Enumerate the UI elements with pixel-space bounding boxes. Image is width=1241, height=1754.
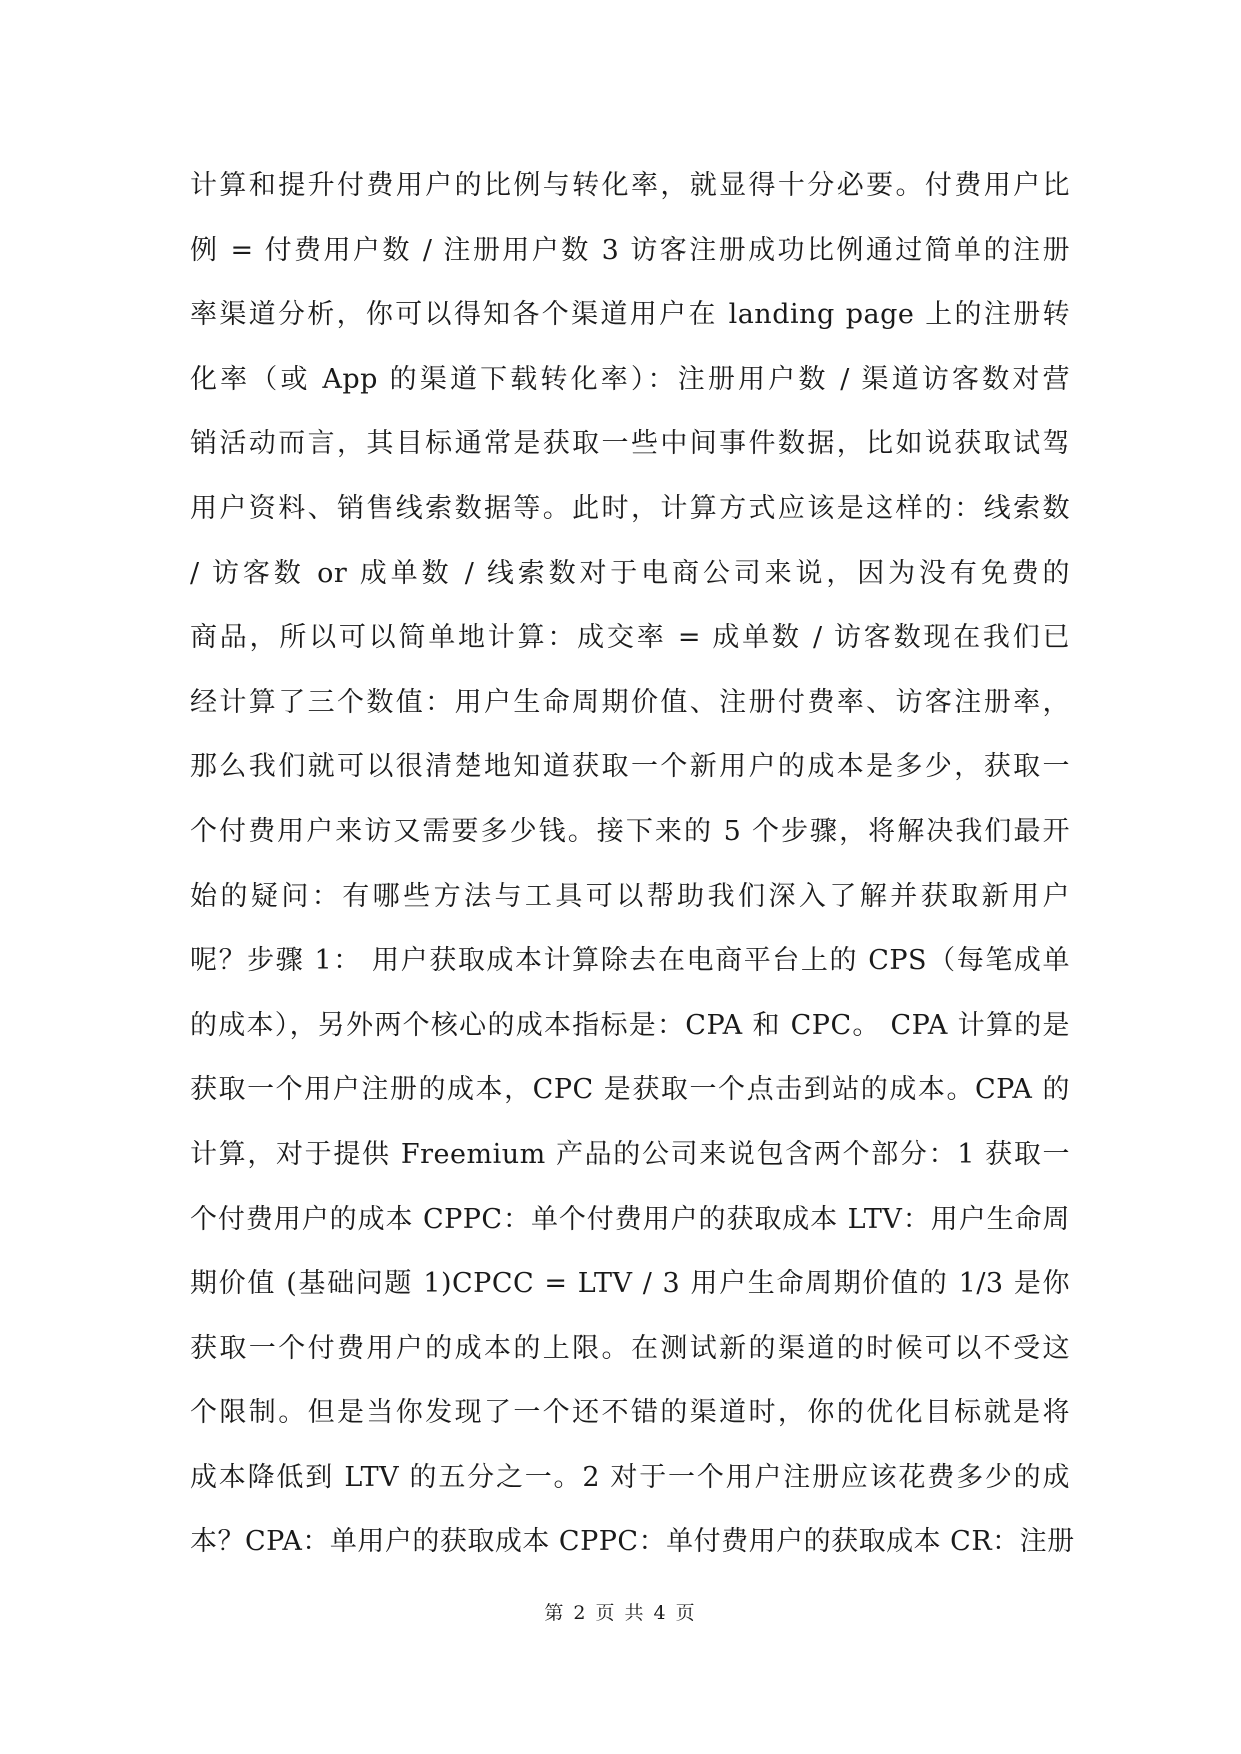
text-line: 个限制。但是当你发现了一个还不错的渠道时，你的优化目标就是将	[190, 1397, 1070, 1429]
text-line: 例 = 付费用户数 / 注册用户数 3 访客注册成功比例通过简单的注册	[190, 234, 1070, 266]
text-line: / 访客数 or 成单数 / 线索数对于电商公司来说，因为没有免费的	[190, 557, 1070, 589]
text-line: 率渠道分析，你可以得知各个渠道用户在 landing page 上的注册转	[190, 299, 1070, 331]
text-line: 销活动而言，其目标通常是获取一些中间事件数据，比如说获取试驾	[190, 428, 1070, 460]
text-line: 本？CPA：单用户的获取成本 CPPC：单付费用户的获取成本 CR：注册	[190, 1526, 1075, 1558]
body-text	[190, 154, 1075, 1575]
text-line: 计算和提升付费用户的比例与转化率，就显得十分必要。付费用户比	[190, 170, 1070, 201]
text-line: 期价值 (基础问题 1)CPCC = LTV / 3 用户生命周期价值的 1/3 是你	[190, 1268, 1070, 1300]
text-line: 的成本），另外两个核心的成本指标是：CPA 和 CPC。 CPA 计算的是	[190, 1009, 1070, 1041]
text-line: 计算，对于提供 Freemium 产品的公司来说包含两个部分：1 获取一	[190, 1138, 1070, 1170]
text-line: 化率（或 App 的渠道下载转化率）：注册用户数 / 渠道访客数对营	[190, 363, 1070, 395]
text-line: 呢？步骤 1： 用户获取成本计算除去在电商平台上的 CPS（每笔成单	[190, 945, 1070, 977]
page-footer: 第 2 页 共 4 页	[544, 1602, 697, 1624]
text-line: 成本降低到 LTV 的五分之一。2 对于一个用户注册应该花费多少的成	[190, 1461, 1070, 1493]
text-line: 个付费用户的成本 CPPC：单个付费用户的获取成本 LTV：用户生命周	[190, 1203, 1070, 1235]
text-line: 始的疑问：有哪些方法与工具可以帮助我们深入了解并获取新用户	[190, 880, 1070, 912]
text-line: 用户资料、销售线索数据等。此时，计算方式应该是这样的：线索数	[190, 492, 1070, 524]
text-line: 个付费用户来访又需要多少钱。接下来的 5 个步骤，将解决我们最开	[190, 815, 1070, 847]
text-line: 经计算了三个数值：用户生命周期价值、注册付费率、访客注册率，	[190, 686, 1070, 718]
text-line: 获取一个付费用户的成本的上限。在测试新的渠道的时候可以不受这	[190, 1332, 1070, 1364]
text-line: 商品，所以可以简单地计算：成交率 = 成单数 / 访客数现在我们已	[190, 622, 1070, 654]
text-line: 获取一个用户注册的成本，CPC 是获取一个点击到站的成本。CPA 的	[190, 1074, 1070, 1106]
text-line: 那么我们就可以很清楚地知道获取一个新用户的成本是多少，获取一	[190, 751, 1070, 783]
